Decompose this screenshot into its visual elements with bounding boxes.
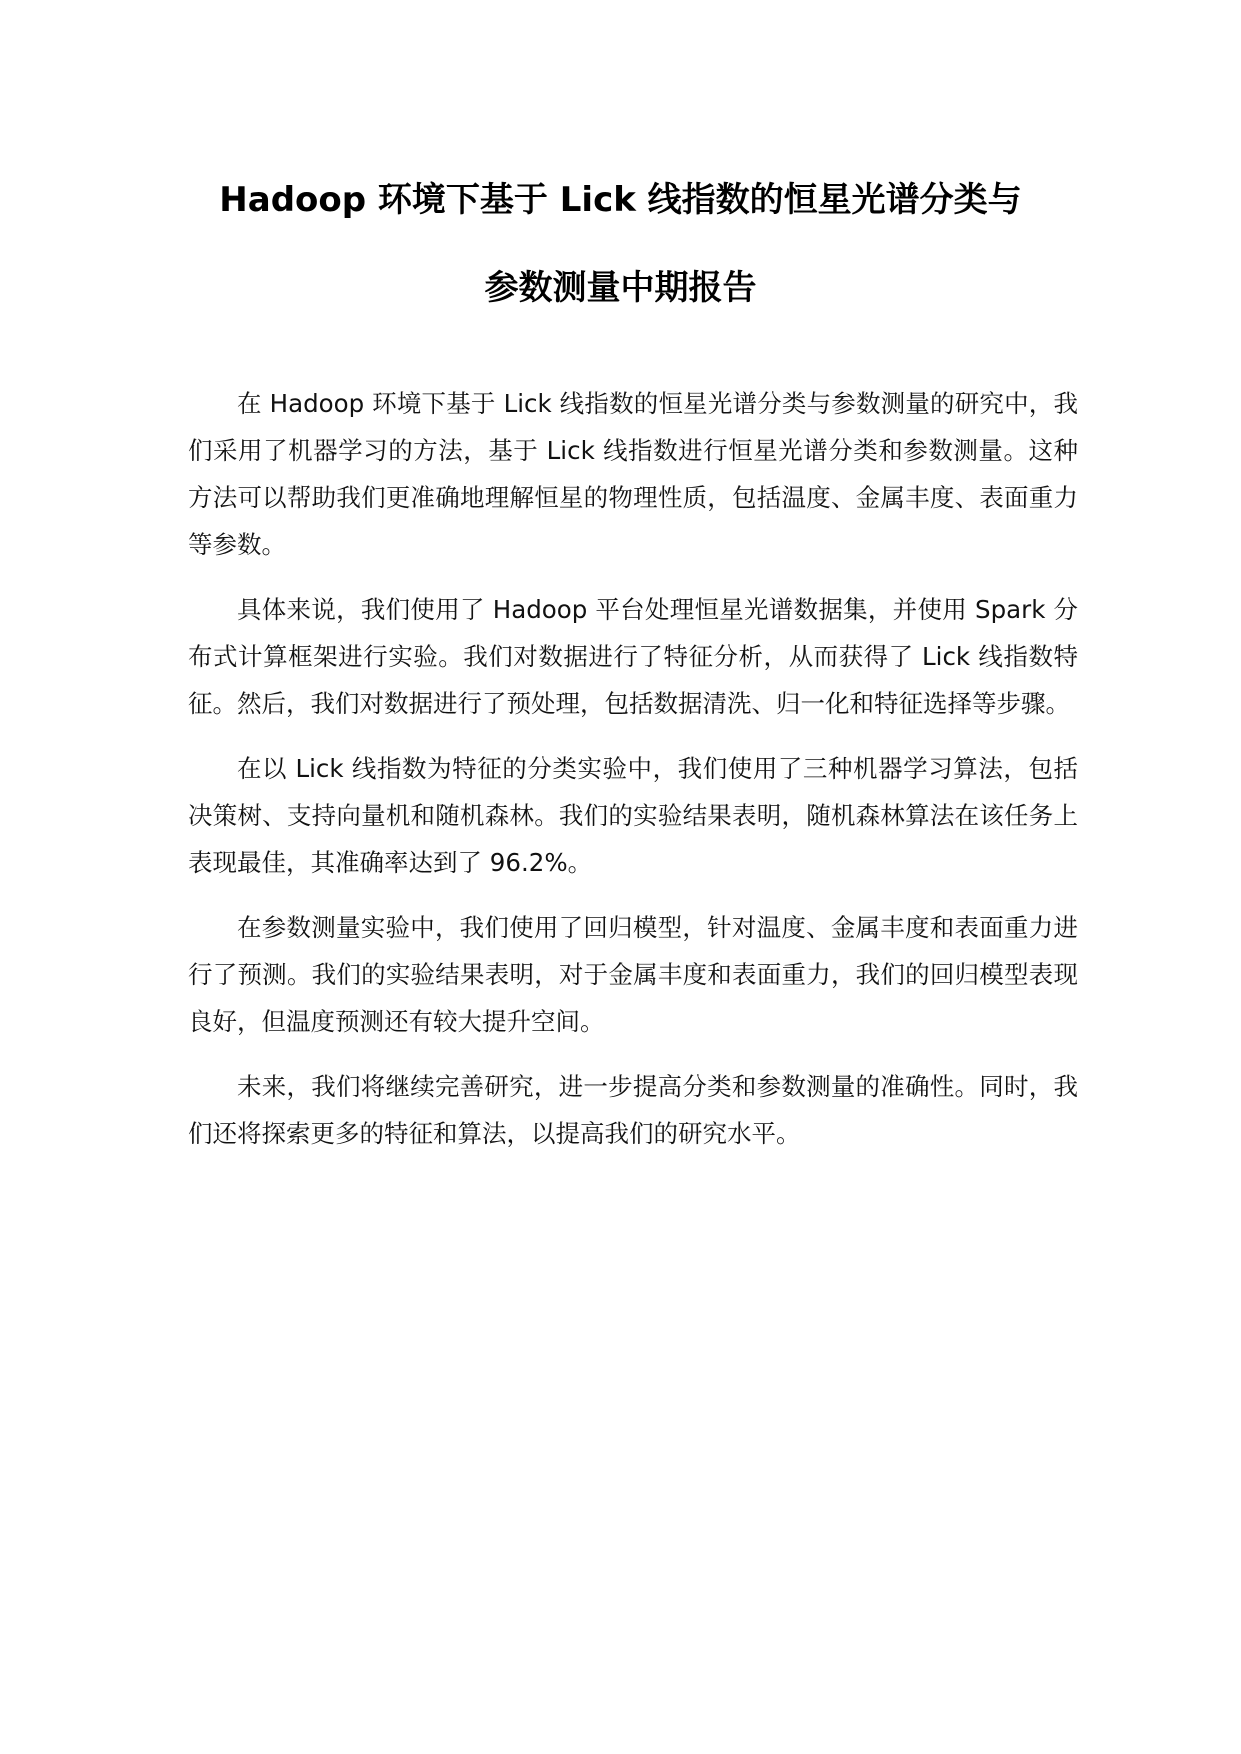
document-title-line-2: 参数测量中期报告 [484,268,757,308]
paragraph-1: 在 Hadoop 环境下基于 Lick 线指数的恒星光谱分类与参数测量的研究中，我们采用了机器学习的方法，基于 Lick 线指数进行恒星光谱分类和参数测量。这种方法可以帮助我们更准确地理解恒星的物理性质，包括温度、金属丰度、表面重力等参数。 [188,389,1078,559]
paragraph-4: 在参数测量实验中，我们使用了回归模型，针对温度、金属丰度和表面重力进行了预测。我们的实验结果表明，对于金属丰度和表面重力，我们的回归模型表现良好，但温度预测还有较大提升空间。 [188,913,1078,1036]
paragraph-2: 具体来说，我们使用了 Hadoop 平台处理恒星光谱数据集，并使用 Spark 分布式计算框架进行实验。我们对数据进行了特征分析，从而获得了 Lick 线指数特征。然后，我们对数据进行了预处理，包括数据清洗、归一化和特征选择等步骤。 [188,595,1078,718]
document-body [188,380,1078,1175]
paragraph-5: 未来，我们将继续完善研究，进一步提高分类和参数测量的准确性。同时，我们还将探索更多的特征和算法，以提高我们的研究水平。 [188,1072,1078,1148]
paragraph-3: 在以 Lick 线指数为特征的分类实验中，我们使用了三种机器学习算法，包括决策树、支持向量机和随机森林。我们的实验结果表明，随机森林算法在该任务上表现最佳，其准确率达到了 96.2%。 [188,754,1078,877]
document-title-line-1: Hadoop 环境下基于 Lick 线指数的恒星光谱分类与 [219,180,1022,220]
